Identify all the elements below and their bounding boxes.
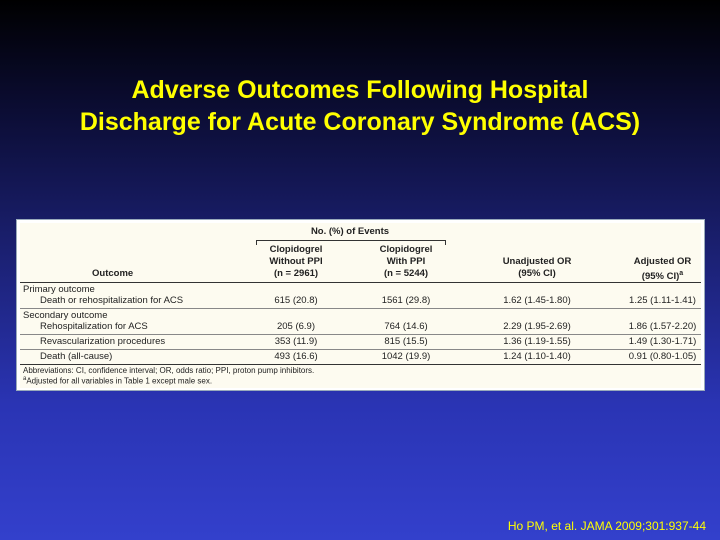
- col-header-without-ppi-line-2: Without PPI: [269, 256, 323, 267]
- col-header-adjusted-line-2: [620, 268, 705, 283]
- footnote-abbreviations: Abbreviations: CI, confidence interval; OR, odds ratio; PPI, proton pump inhibitors.: [23, 366, 315, 375]
- col-header-unadjusted: [492, 256, 582, 280]
- row-outcome: Death or rehospitalization for ACS: [40, 295, 184, 306]
- outcomes-table: [20, 223, 701, 388]
- row-unadjusted: 1.24 (1.10-1.40): [503, 351, 571, 362]
- row-unadjusted: 2.29 (1.95-2.69): [503, 321, 571, 332]
- slide-title-line-2: Discharge for Acute Coronary Syndrome (ACS): [79, 108, 641, 136]
- col-header-without-ppi-line-3: (n = 2961): [273, 268, 319, 279]
- section-rule: [20, 308, 701, 309]
- row-adjusted: 1.25 (1.11-1.41): [629, 295, 696, 306]
- col-header-unadjusted-line-1: Unadjusted OR: [502, 256, 572, 267]
- col-header-outcome: Outcome: [92, 268, 134, 279]
- row-unadjusted: 1.36 (1.19-1.55): [503, 336, 571, 347]
- col-header-with-ppi: [366, 244, 446, 280]
- col-header-with-ppi-line-2: With PPI: [386, 256, 426, 267]
- row-rule: [20, 349, 701, 350]
- group-header: No. (%) of Events: [310, 226, 390, 237]
- footnote-adjusted: [23, 376, 212, 386]
- slide-title-line-1: Adverse Outcomes Following Hospital: [131, 76, 589, 104]
- col-header-with-ppi-line-1: Clopidogrel: [379, 244, 433, 255]
- table-bottom-rule: [20, 364, 701, 365]
- slide-title: [0, 74, 720, 138]
- row-without-ppi: 493 (16.6): [274, 351, 318, 362]
- col-header-adjusted-line-1: Adjusted OR: [633, 256, 692, 267]
- header-rule: [20, 282, 701, 283]
- footnote-marker: a: [23, 376, 27, 382]
- row-with-ppi: 815 (15.5): [384, 336, 428, 347]
- footnote-adjusted-text: Adjusted for all variables in Table 1 except male sex.: [26, 376, 213, 386]
- col-header-without-ppi: [256, 244, 336, 280]
- col-header-adjusted-ci: (95% CI): [641, 271, 680, 283]
- section-label-secondary: Secondary outcome: [23, 310, 108, 321]
- section-label-primary: Primary outcome: [23, 284, 95, 295]
- row-without-ppi: 353 (11.9): [274, 336, 318, 347]
- col-header-adjusted: [620, 256, 705, 283]
- row-adjusted: 1.86 (1.57-2.20): [628, 321, 697, 332]
- row-without-ppi: 615 (20.8): [274, 295, 318, 306]
- row-rule: [20, 334, 701, 335]
- table-panel: [16, 219, 705, 391]
- row-with-ppi: 1561 (29.8): [381, 295, 431, 306]
- row-outcome: Revascularization procedures: [40, 336, 166, 347]
- row-outcome: Death (all-cause): [40, 351, 113, 362]
- row-unadjusted: 1.62 (1.45-1.80): [503, 295, 571, 306]
- row-adjusted: 1.49 (1.30-1.71): [628, 336, 697, 347]
- row-with-ppi: 764 (14.6): [384, 321, 428, 332]
- citation: Ho PM, et al. JAMA 2009;301:937-44: [507, 519, 706, 533]
- col-header-with-ppi-line-3: (n = 5244): [383, 268, 429, 279]
- col-header-unadjusted-line-2: (95% CI): [518, 268, 556, 279]
- row-with-ppi: 1042 (19.9): [381, 351, 431, 362]
- row-adjusted: 0.91 (0.80-1.05): [628, 351, 697, 362]
- col-header-adjusted-marker: a: [679, 270, 684, 277]
- row-without-ppi: 205 (6.9): [276, 321, 316, 332]
- col-header-without-ppi-line-1: Clopidogrel: [269, 244, 323, 255]
- row-outcome: Rehospitalization for ACS: [40, 321, 148, 332]
